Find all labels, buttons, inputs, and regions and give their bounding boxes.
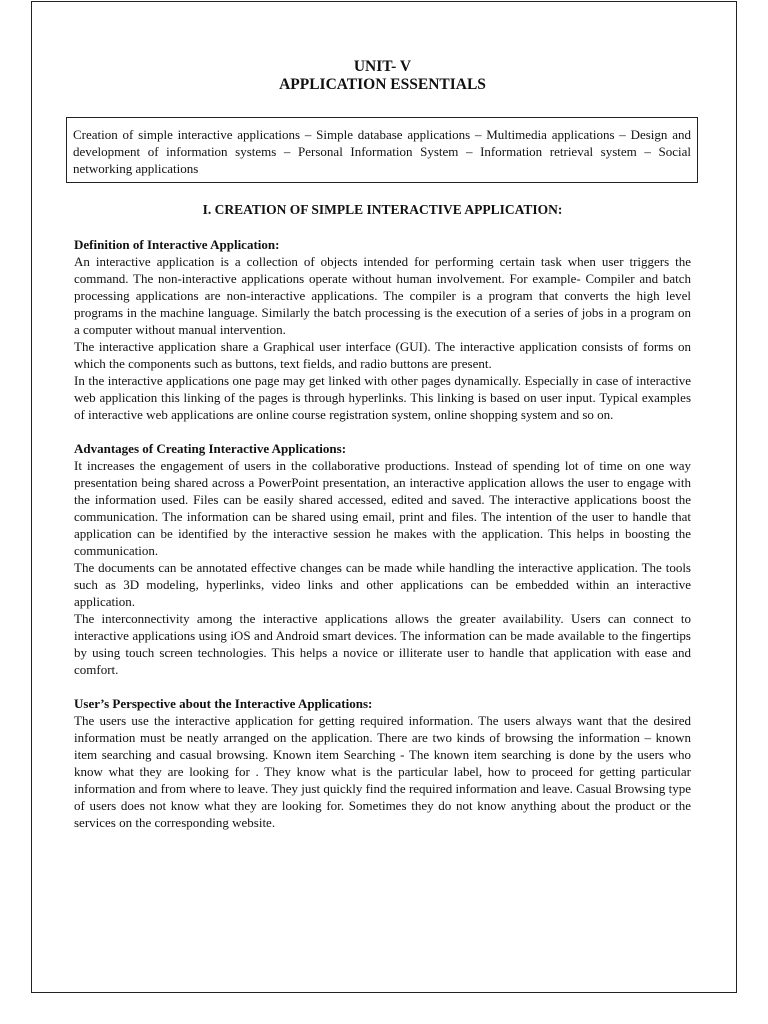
unit-title: UNIT- V (353, 58, 412, 75)
syllabus-summary-box: Creation of simple interactive applications – Simple database applications – Multimedia applications – Design and development of information systems – Personal Information System – Information retrieval system – Social networking applications (66, 117, 698, 183)
advantages-paragraph: The documents can be annotated effective changes can be made while handling the interactive application. The tools such as 3D modeling, hyperlinks, video links and other applications can be embedded within an interactive application. (74, 560, 691, 609)
definition-heading: Definition of Interactive Application: (74, 237, 280, 252)
document-body (74, 236, 691, 831)
definition-paragraph: An interactive application is a collection of objects intended for performing certain task when user triggers the command. The non-interactive applications operate without human involvement. For example- Compiler and batch processing applications are non-interactive applications. The compiler is a program that converts the high level programs in the machine language. Similarly the batch processing is the execution of a series of jobs in a program on a computer without manual intervention. (74, 254, 691, 337)
perspective-paragraph: The users use the interactive application for getting required information. The users always want that the desired information must be neatly arranged on the application. There are two kinds of browsing the information – known item searching and casual browsing. Known item Searching - The known item searching is done by the users who know what they are looking for . They know what is the particular label, how to proceed for getting particular information and from where to leave. They just quickly find the required information and leave. Casual Browsing type of users does not know what they are looking for. Sometimes they do not know anything about the product or the services on the corresponding website. (74, 713, 691, 830)
definition-paragraph: In the interactive applications one page may get linked with other pages dynamically. Especially in case of interactive web application this linking of the pages is through hyperlinks. This linking is based on user input. Typical examples of interactive web applications are online course registration system, online shopping system and so on. (74, 373, 691, 422)
advantages-paragraph: The interconnectivity among the interactive applications allows the greater availability. Users can connect to interactive applications using iOS and Android smart devices. The information can be made available to the fingertips by using touch screen technologies. This helps a novice or illiterate user to handle that application with ease and comfort. (74, 611, 691, 677)
advantages-heading: Advantages of Creating Interactive Applications: (74, 441, 347, 456)
perspective-heading: User’s Perspective about the Interactive Applications: (74, 696, 373, 711)
section-heading: I. CREATION OF SIMPLE INTERACTIVE APPLICATION: (202, 202, 563, 217)
document-header (74, 58, 691, 94)
definition-paragraph: The interactive application share a Graphical user interface (GUI). The interactive application consists of forms on which the components such as buttons, text fields, and radio buttons are present. (74, 339, 691, 371)
advantages-paragraph: It increases the engagement of users in the collaborative productions. Instead of spending lot of time on one way presentation being shared across a PowerPoint presentation, an interactive application allows the user to engage with the information used. Files can be easily shared accessed, edited and saved. The interactive applications boost the communication. The information can be shared using email, print and files. The intention of the user to handle that application can be identified by the interactive session he makes with the application. This helps in boosting the communication. (74, 458, 691, 558)
unit-subtitle: APPLICATION ESSENTIALS (279, 76, 486, 93)
